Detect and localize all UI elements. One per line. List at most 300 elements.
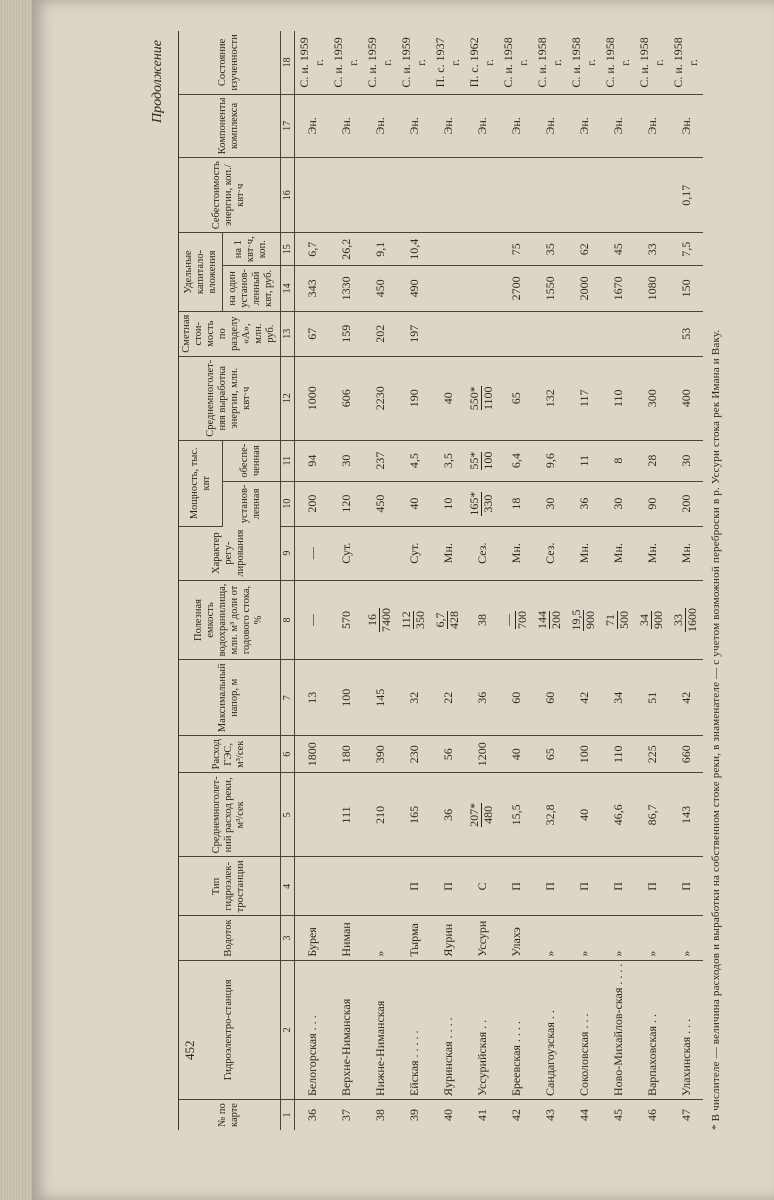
storage: 570 (329, 580, 363, 660)
table-row (329, 31, 363, 1130)
ges-flow: 1800 (295, 736, 330, 773)
regulation (363, 526, 397, 580)
map-number: 43 (542, 1109, 557, 1122)
ges-flow: 225 (635, 736, 669, 773)
energy-output (465, 356, 499, 440)
investment-per-kw: 1550 (533, 266, 567, 312)
map-number: 46 (644, 1109, 659, 1122)
investment-per-kwh: 33 (635, 233, 669, 266)
firm-capacity: 9,6 (533, 440, 567, 481)
column-number: 9 (280, 526, 295, 580)
energy-output: 2230 (363, 356, 397, 440)
river-name: Уссури (465, 916, 499, 960)
firm-capacity: 3,5 (431, 440, 465, 481)
investment-per-kwh: 35 (533, 233, 567, 266)
investment-per-kwh (465, 233, 499, 266)
firm-capacity: 28 (635, 440, 669, 481)
header-study-status: Состояние изученности (179, 31, 281, 94)
column-number: 16 (280, 158, 295, 233)
storage-denominator: 428 (446, 611, 461, 630)
estimated-cost (499, 311, 533, 356)
ges-flow: 100 (567, 736, 601, 773)
ges-flow: 65 (533, 736, 567, 773)
energy-output-denominator: 1100 (480, 386, 495, 411)
river-name: Улахэ (499, 916, 533, 960)
station-name: Ейская . . . . . (397, 960, 431, 1099)
installed-capacity: 18 (499, 481, 533, 526)
firm-capacity: 8 (601, 440, 635, 481)
map-number: 47 (678, 1109, 693, 1122)
footnote: * В числителе — величина расходов и выработки на собственном стоке реки, в знаменателе — с учетом возможной переброски в р. Уссури стока рек Имана и Ваку. (710, 329, 722, 1130)
ges-flow: 110 (601, 736, 635, 773)
ges-flow: 390 (363, 736, 397, 773)
components: Эн. (397, 94, 431, 158)
ges-flow: 40 (499, 736, 533, 773)
column-number: 17 (280, 94, 295, 158)
river-name: » (601, 916, 635, 960)
energy-unit-cost (363, 158, 397, 233)
station-type: П (431, 857, 465, 916)
table-body (295, 31, 704, 1130)
map-number: 38 (372, 1109, 387, 1122)
mean-flow: 165 (397, 773, 431, 857)
storage-numerator: 112 (399, 611, 414, 629)
investment-per-kwh: 26,2 (329, 233, 363, 266)
storage-denominator: 200 (548, 611, 563, 630)
firm-capacity: 94 (295, 440, 330, 481)
map-number: 40 (440, 1109, 455, 1122)
map-number: 45 (610, 1109, 625, 1122)
estimated-cost: 197 (397, 311, 431, 356)
station-type: П (499, 857, 533, 916)
river-name: » (363, 916, 397, 960)
storage-fraction (502, 611, 528, 629)
storage-denominator: 350 (412, 611, 427, 630)
header-storage: Полезная емкость водохранилища, млн. м³ доли от годового стока, % (179, 580, 281, 660)
energy-output-numerator: 550* (467, 386, 482, 411)
header-installed: установ-ленная (223, 481, 280, 526)
energy-unit-cost (295, 158, 330, 233)
storage-fraction (400, 611, 426, 629)
regulation: Сез. (465, 526, 499, 580)
installed-capacity-fraction (468, 492, 494, 516)
column-number-row (280, 31, 295, 1130)
max-head: 34 (601, 660, 635, 736)
investment-per-kwh (431, 233, 465, 266)
components: Эн. (431, 94, 465, 158)
energy-unit-cost (499, 158, 533, 233)
max-head: 42 (567, 660, 601, 736)
table-row (567, 31, 601, 1130)
investment-per-kwh: 62 (567, 233, 601, 266)
station-type: П (669, 857, 703, 916)
storage (601, 580, 635, 660)
installed-capacity: 120 (329, 481, 363, 526)
firm-capacity: 237 (363, 440, 397, 481)
max-head: 51 (635, 660, 669, 736)
investment-per-kw: 150 (669, 266, 703, 312)
header-station: Гидроэлектро-станция (179, 960, 281, 1099)
column-number: 15 (280, 233, 295, 266)
station-name: Варпаховская . . (635, 960, 669, 1099)
storage (397, 580, 431, 660)
station-name: Бреевская . . . . (499, 960, 533, 1099)
storage (567, 580, 601, 660)
table-row (601, 31, 635, 1130)
storage-fraction (434, 611, 460, 629)
energy-output: 1000 (295, 356, 330, 440)
station-name: Сандагоузская . . (533, 960, 567, 1099)
header-estimated-cost: Сметная стои-мость по разделу «А», млн. руб. (179, 311, 281, 356)
header-ges-flow: Расход ГЭС, м³/сек (179, 736, 281, 773)
ges-flow: 230 (397, 736, 431, 773)
storage-denominator: 7400 (378, 608, 393, 633)
energy-output: 190 (397, 356, 431, 440)
table-row (431, 31, 465, 1130)
installed-capacity (465, 481, 499, 526)
map-number: 42 (508, 1109, 523, 1122)
map-number: 39 (406, 1109, 421, 1122)
table-row (533, 31, 567, 1130)
station-name: Соколовская . . . (567, 960, 601, 1099)
station-type: П (533, 857, 567, 916)
storage-numerator: 6,7 (433, 612, 448, 628)
river-name: Яурин (431, 916, 465, 960)
header-capacity-group: Мощность, тыс. квт (179, 440, 223, 526)
regulation: Сут. (329, 526, 363, 580)
installed-capacity: 36 (567, 481, 601, 526)
max-head: 60 (499, 660, 533, 736)
station-name: Ново-Михайлов-ская . . . . (601, 960, 635, 1099)
installed-capacity: 30 (533, 481, 567, 526)
estimated-cost (635, 311, 669, 356)
ges-flow: 1200 (465, 736, 499, 773)
mean-flow: 86,7 (635, 773, 669, 857)
investment-per-kw: 2000 (567, 266, 601, 312)
energy-unit-cost (397, 158, 431, 233)
station-type (295, 857, 330, 916)
max-head: 22 (431, 660, 465, 736)
max-head: 145 (363, 660, 397, 736)
station-name: Верхне-Ниманская (329, 960, 363, 1099)
investment-per-kwh: 10,4 (397, 233, 431, 266)
table-row (295, 31, 330, 1130)
header-map-number: № по карте (179, 1100, 281, 1130)
storage-denominator: 700 (514, 611, 529, 630)
mean-flow (295, 773, 330, 857)
installed-capacity: 200 (669, 481, 703, 526)
estimated-cost: 202 (363, 311, 397, 356)
energy-output: 606 (329, 356, 363, 440)
firm-capacity-numerator: 55* (467, 451, 482, 470)
study-status: С. и. 1958 г. (601, 31, 635, 94)
storage-numerator: 34 (638, 611, 652, 629)
storage-denominator: 500 (616, 611, 631, 630)
study-status: С. и. 1958 г. (669, 31, 703, 94)
header-river: Водоток (179, 916, 281, 960)
installed-capacity: 30 (601, 481, 635, 526)
mean-flow (465, 773, 499, 857)
station-type (329, 857, 363, 916)
ges-flow: 180 (329, 736, 363, 773)
storage-numerator: 33 (672, 608, 686, 632)
header-components: Компоненты комплекса (179, 94, 281, 158)
regulation: Мн. (635, 526, 669, 580)
regulation: Мн. (431, 526, 465, 580)
station-type: С (465, 857, 499, 916)
hydro-stations-table (178, 31, 703, 1130)
regulation: Мн. (669, 526, 703, 580)
column-number: 7 (280, 660, 295, 736)
investment-per-kw: 2700 (499, 266, 533, 312)
storage-denominator: 1600 (684, 608, 699, 633)
table-row (499, 31, 533, 1130)
energy-unit-cost (601, 158, 635, 233)
max-head: 60 (533, 660, 567, 736)
header-mean-flow: Среднемноголет-ний расход реки, м³/сек (179, 773, 281, 857)
max-head: 100 (329, 660, 363, 736)
column-number: 14 (280, 266, 295, 312)
max-head: 36 (465, 660, 499, 736)
column-number: 3 (280, 916, 295, 960)
storage (499, 580, 533, 660)
study-status: С. и. 1958 г. (567, 31, 601, 94)
table-row (397, 31, 431, 1130)
mean-flow: 36 (431, 773, 465, 857)
map-number: 37 (338, 1109, 353, 1122)
station-type: П (601, 857, 635, 916)
components: Эн. (567, 94, 601, 158)
continuation-label: Продолжение (150, 40, 165, 123)
energy-unit-cost (635, 158, 669, 233)
investment-per-kw: 490 (397, 266, 431, 312)
column-number: 4 (280, 857, 295, 916)
components: Эн. (295, 94, 330, 158)
mean-flow: 46,6 (601, 773, 635, 857)
installed-capacity: 200 (295, 481, 330, 526)
river-name: » (533, 916, 567, 960)
river-name: » (567, 916, 601, 960)
energy-output: 40 (431, 356, 465, 440)
column-number: 10 (280, 481, 295, 526)
column-number: 12 (280, 356, 295, 440)
energy-output: 132 (533, 356, 567, 440)
book-page-edges (0, 0, 32, 1200)
column-number: 11 (280, 440, 295, 481)
header-regulation: Характер регу-лирования (179, 526, 281, 580)
firm-capacity: 30 (669, 440, 703, 481)
column-number: 5 (280, 773, 295, 857)
header-firm: обеспе-ченная (223, 440, 280, 481)
header-energy: Среднемноголет-няя выработка энергии, млн. квт·ч (179, 356, 281, 440)
components: Эн. (363, 94, 397, 158)
investment-per-kwh: 9,1 (363, 233, 397, 266)
page-number: 452 (182, 1040, 197, 1060)
storage-numerator: 19,5 (569, 609, 584, 631)
station-type (363, 857, 397, 916)
energy-output-fraction (468, 386, 494, 410)
investment-per-kw: 450 (363, 266, 397, 312)
max-head: 42 (669, 660, 703, 736)
study-status: С. и. 1958 г. (533, 31, 567, 94)
regulation: — (295, 526, 330, 580)
study-status: С. и. 1959 г. (329, 31, 363, 94)
study-status: С. и. 1959 г. (295, 31, 330, 94)
table-row (669, 31, 703, 1130)
components: Эн. (533, 94, 567, 158)
study-status: С. и. 1958 г. (499, 31, 533, 94)
column-number: 13 (280, 311, 295, 356)
estimated-cost (431, 311, 465, 356)
estimated-cost: 53 (669, 311, 703, 356)
station-name: Яуринская . . . . (431, 960, 465, 1099)
max-head: 32 (397, 660, 431, 736)
map-number: 36 (304, 1109, 319, 1122)
storage (431, 580, 465, 660)
rotated-table-area (150, 34, 750, 1130)
storage-numerator: 144 (535, 611, 550, 630)
installed-capacity: 10 (431, 481, 465, 526)
storage (635, 580, 669, 660)
storage-denominator: 900 (582, 611, 597, 630)
storage-numerator: — (502, 611, 516, 629)
energy-output: 400 (669, 356, 703, 440)
station-name: Нижне-Ниманская (363, 960, 397, 1099)
river-name: Тырма (397, 916, 431, 960)
estimated-cost: 159 (329, 311, 363, 356)
storage-denominator: 900 (650, 611, 665, 630)
energy-output: 117 (567, 356, 601, 440)
station-type: П (635, 857, 669, 916)
regulation: Мн. (499, 526, 533, 580)
energy-unit-cost (431, 158, 465, 233)
investment-per-kwh: 75 (499, 233, 533, 266)
energy-output: 65 (499, 356, 533, 440)
mean-flow: 143 (669, 773, 703, 857)
mean-flow: 210 (363, 773, 397, 857)
station-name: Улахинская . . . (669, 960, 703, 1099)
storage-numerator: 71 (604, 611, 618, 629)
table-row (635, 31, 669, 1130)
energy-output: 300 (635, 356, 669, 440)
storage-fraction (638, 611, 664, 629)
header-unit-cost: Себестоимость энергии, коп./квт·ч (179, 158, 281, 233)
mean-flow: 40 (567, 773, 601, 857)
installed-capacity: 40 (397, 481, 431, 526)
investment-per-kw: 1670 (601, 266, 635, 312)
river-name: Ниман (329, 916, 363, 960)
table-header (179, 31, 295, 1130)
energy-unit-cost (465, 158, 499, 233)
components: Эн. (499, 94, 533, 158)
components: Эн. (635, 94, 669, 158)
header-specific-investment-group: Удельные капитало-вложения (179, 233, 223, 311)
mean-flow-denominator: 480 (480, 805, 495, 824)
study-status: С. и. 1958 г. (635, 31, 669, 94)
station-type: П (397, 857, 431, 916)
investment-per-kw: 1080 (635, 266, 669, 312)
storage (669, 580, 703, 660)
estimated-cost (601, 311, 635, 356)
header-max-head: Максимальный напор, м (179, 660, 281, 736)
storage (533, 580, 567, 660)
energy-unit-cost (533, 158, 567, 233)
column-number: 2 (280, 960, 295, 1099)
storage-fraction (366, 608, 392, 632)
station-name: Белогорская . . . (295, 960, 330, 1099)
firm-capacity: 11 (567, 440, 601, 481)
header-per-kwh: на 1 квт·ч, коп. (223, 233, 280, 266)
installed-capacity: 450 (363, 481, 397, 526)
energy-output: 110 (601, 356, 635, 440)
regulation: Сез. (533, 526, 567, 580)
column-number: 8 (280, 580, 295, 660)
regulation: Мн. (567, 526, 601, 580)
storage: — (295, 580, 330, 660)
components: Эн. (465, 94, 499, 158)
study-status: П. с. 1937 г. (431, 31, 465, 94)
components: Эн. (669, 94, 703, 158)
regulation: Мн. (601, 526, 635, 580)
study-status: С. и. 1959 г. (363, 31, 397, 94)
components: Эн. (601, 94, 635, 158)
energy-unit-cost: 0,17 (669, 158, 703, 233)
storage (363, 580, 397, 660)
storage-fraction (536, 611, 562, 629)
river-name: » (669, 916, 703, 960)
firm-capacity (465, 440, 499, 481)
investment-per-kw: 343 (295, 266, 330, 312)
river-name: » (635, 916, 669, 960)
station-type: П (567, 857, 601, 916)
station-name: Уссурийская . . (465, 960, 499, 1099)
table-row (363, 31, 397, 1130)
mean-flow-numerator: 207* (467, 802, 482, 827)
firm-capacity: 6,4 (499, 440, 533, 481)
header-per-kw: на один установ-ленный квт, руб. (223, 266, 280, 312)
regulation: Сут. (397, 526, 431, 580)
investment-per-kw (431, 266, 465, 312)
components: Эн. (329, 94, 363, 158)
storage: 38 (465, 580, 499, 660)
installed-capacity-denominator: 330 (480, 494, 495, 513)
storage-numerator: 16 (366, 608, 380, 632)
investment-per-kw (465, 266, 499, 312)
column-number: 18 (280, 31, 295, 94)
investment-per-kw: 1330 (329, 266, 363, 312)
estimated-cost: 67 (295, 311, 330, 356)
ges-flow: 56 (431, 736, 465, 773)
installed-capacity-numerator: 165* (467, 491, 482, 516)
storage-fraction (672, 608, 698, 632)
storage-fraction (604, 611, 630, 629)
river-name: Бурея (295, 916, 330, 960)
firm-capacity: 4,5 (397, 440, 431, 481)
estimated-cost (465, 311, 499, 356)
mean-flow-fraction (468, 803, 494, 827)
estimated-cost (533, 311, 567, 356)
firm-capacity: 30 (329, 440, 363, 481)
study-status: С. и. 1959 г. (397, 31, 431, 94)
firm-capacity-denominator: 100 (480, 451, 495, 470)
ges-flow: 660 (669, 736, 703, 773)
firm-capacity-fraction (468, 452, 494, 470)
investment-per-kwh: 6,7 (295, 233, 330, 266)
column-number: 6 (280, 736, 295, 773)
mean-flow: 15,5 (499, 773, 533, 857)
study-status: П. с. 1962 г. (465, 31, 499, 94)
max-head: 13 (295, 660, 330, 736)
